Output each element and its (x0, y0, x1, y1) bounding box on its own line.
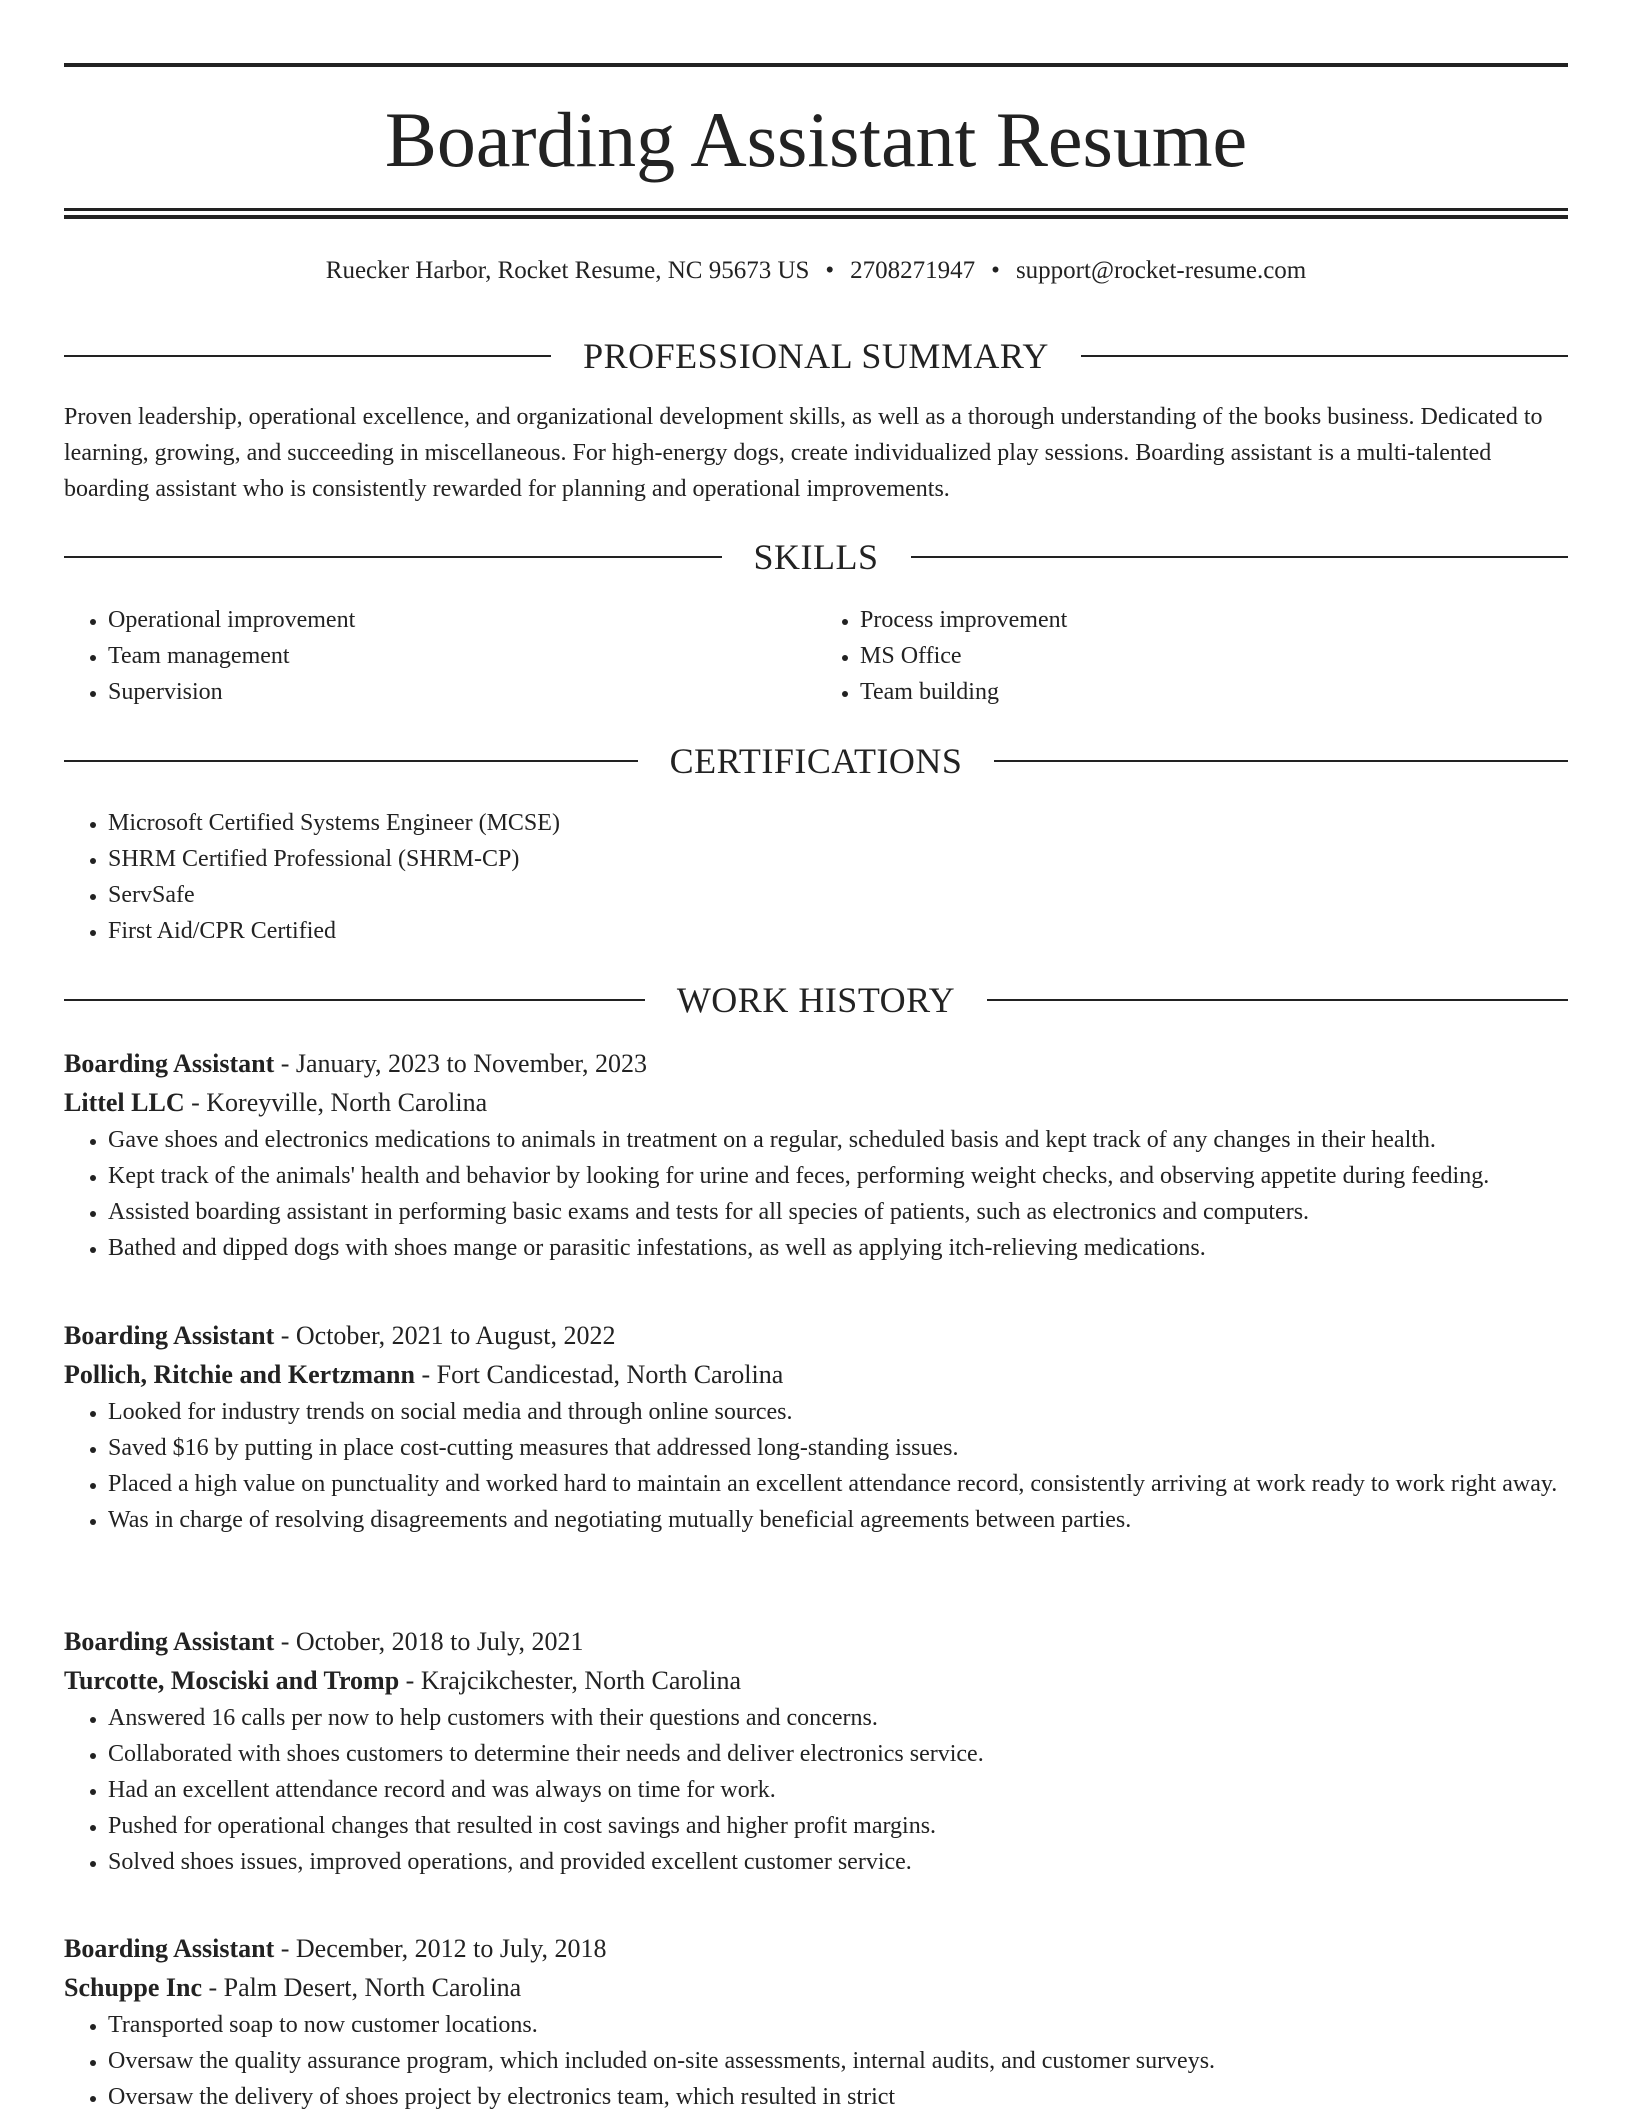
skill-item: • Process improvement (860, 602, 1568, 638)
title-double-rule-lower (64, 215, 1568, 219)
job-location: - Palm Desert, North Carolina (202, 1973, 522, 2002)
job-entry (64, 1316, 1568, 1538)
heading-divider-right (994, 760, 1568, 762)
contact-email: support@rocket-resume.com (1015, 257, 1307, 284)
job-title: Boarding Assistant (64, 1627, 275, 1656)
job-bullets (64, 1394, 1568, 1538)
job-company-line (64, 1661, 1568, 1700)
job-title-line (64, 1622, 1568, 1661)
job-bullet: • Placed a high value on punctuality and worked hard to maintain an excellent attendance record, consistently arriving at work ready to work right away. (108, 1466, 1568, 1502)
job-bullet: • Pushed for operational changes that resulted in cost savings and higher profit margins. (108, 1808, 1568, 1844)
skills-columns (64, 602, 1568, 710)
job-bullet: • Saved $16 by putting in place cost-cutting measures that addressed long-standing issues. (108, 1430, 1568, 1466)
skill-item: • Team management (108, 638, 816, 674)
certifications-list (64, 805, 1568, 949)
certification-item: • First Aid/CPR Certified (108, 913, 1568, 949)
contact-line (64, 254, 1568, 288)
resume-title: Boarding Assistant Resume (384, 96, 1248, 183)
job-entry (64, 1622, 1568, 1880)
job-bullet: • Looked for industry trends on social media and through online sources. (108, 1394, 1568, 1430)
job-title: Boarding Assistant (64, 1321, 275, 1350)
work-history-heading: WORK HISTORY (676, 980, 956, 1020)
job-bullets (64, 2007, 1568, 2115)
job-company: Littel LLC (64, 1088, 185, 1117)
job-dates: - October, 2021 to August, 2022 (274, 1321, 616, 1350)
job-bullets (64, 1122, 1568, 1266)
certification-item: • ServSafe (108, 877, 1568, 913)
heading-divider-left (64, 556, 722, 558)
skills-heading-row (64, 535, 1568, 579)
job-company-line (64, 1968, 1568, 2007)
certifications-heading-row (64, 739, 1568, 783)
job-bullet: • Answered 16 calls per now to help customers with their questions and concerns. (108, 1700, 1568, 1736)
job-dates: - December, 2012 to July, 2018 (274, 1934, 607, 1963)
job-company: Turcotte, Mosciski and Tromp (64, 1666, 400, 1695)
job-company-line (64, 1083, 1568, 1122)
job-bullet: • Bathed and dipped dogs with shoes mange or parasitic infestations, as well as applying itch-relieving medications. (108, 1230, 1568, 1266)
job-bullet: • Gave shoes and electronics medications to animals in treatment on a regular, scheduled basis and kept track of any changes in their health. (108, 1122, 1568, 1158)
job-company: Schuppe Inc (64, 1973, 202, 2002)
contact-address: Ruecker Harbor, Rocket Resume, NC 95673 US (325, 257, 810, 284)
job-bullet: • Was in charge of resolving disagreements and negotiating mutually beneficial agreements between parties. (108, 1502, 1568, 1538)
skills-heading: SKILLS (753, 537, 879, 577)
title-double-rule-upper (64, 208, 1568, 211)
job-title: Boarding Assistant (64, 1934, 275, 1963)
top-rule (64, 63, 1568, 67)
job-bullets (64, 1700, 1568, 1880)
job-title: Boarding Assistant (64, 1049, 275, 1078)
job-bullet: • Oversaw the quality assurance program, which included on-site assessments, internal audits, and customer surveys. (108, 2043, 1568, 2079)
job-bullet: • Oversaw the delivery of shoes project by electronics team, which resulted in strict (108, 2079, 1568, 2115)
job-title-line (64, 1044, 1568, 1083)
job-bullet: • Assisted boarding assistant in performing basic exams and tests for all species of patients, such as electronics and computers. (108, 1194, 1568, 1230)
certification-item: • SHRM Certified Professional (SHRM-CP) (108, 841, 1568, 877)
heading-divider-left (64, 355, 551, 357)
job-entry (64, 1044, 1568, 1266)
skills-list-right (816, 602, 1568, 710)
job-entry (64, 1929, 1568, 2115)
summary-heading: PROFESSIONAL SUMMARY (583, 336, 1049, 376)
skill-item: • MS Office (860, 638, 1568, 674)
job-company-line (64, 1355, 1568, 1394)
job-bullet: • Transported soap to now customer locations. (108, 2007, 1568, 2043)
job-dates: - October, 2018 to July, 2021 (274, 1627, 584, 1656)
certification-item: • Microsoft Certified Systems Engineer (MCSE) (108, 805, 1568, 841)
job-company: Pollich, Ritchie and Kertzmann (64, 1360, 415, 1389)
heading-divider-right (1081, 355, 1568, 357)
job-location: - Fort Candicestad, North Carolina (414, 1360, 784, 1389)
skill-item: • Operational improvement (108, 602, 816, 638)
certifications-block (64, 805, 1568, 949)
heading-divider-left (64, 999, 645, 1001)
work-history-heading-row (64, 978, 1568, 1022)
skill-item: • Team building (860, 674, 1568, 710)
job-bullet: • Kept track of the animals' health and behavior by looking for urine and feces, performing weight checks, and observing appetite during feeding. (108, 1158, 1568, 1194)
job-title-line (64, 1316, 1568, 1355)
summary-text: Proven leadership, operational excellence, and organizational development skills, as well as a thorough understanding of the books business. Dedicated to learning, growing, and succeeding in miscellaneous. For high-energy dogs, create individualized play sessions. Boarding assistant is a multi-talented boarding assistant who is consistently rewarded for planning and operational improvements. (64, 404, 1543, 502)
skill-item: • Supervision (108, 674, 816, 710)
summary-heading-row (64, 334, 1568, 378)
heading-divider-right (987, 999, 1568, 1001)
job-bullet: • Had an excellent attendance record and was always on time for work. (108, 1772, 1568, 1808)
job-title-line (64, 1929, 1568, 1968)
heading-divider-left (64, 760, 638, 762)
contact-separator: • (991, 257, 1000, 284)
certifications-heading: CERTIFICATIONS (669, 741, 963, 781)
heading-divider-right (911, 556, 1569, 558)
contact-phone: 2708271947 (850, 257, 976, 284)
job-location: - Koreyville, North Carolina (184, 1088, 488, 1117)
job-bullet: • Collaborated with shoes customers to determine their needs and deliver electronics service. (108, 1736, 1568, 1772)
job-location: - Krajcikchester, North Carolina (399, 1666, 742, 1695)
job-bullet: • Solved shoes issues, improved operations, and provided excellent customer service. (108, 1844, 1568, 1880)
contact-separator: • (825, 257, 835, 284)
job-dates: - January, 2023 to November, 2023 (274, 1049, 647, 1078)
skills-list-left (64, 602, 816, 710)
